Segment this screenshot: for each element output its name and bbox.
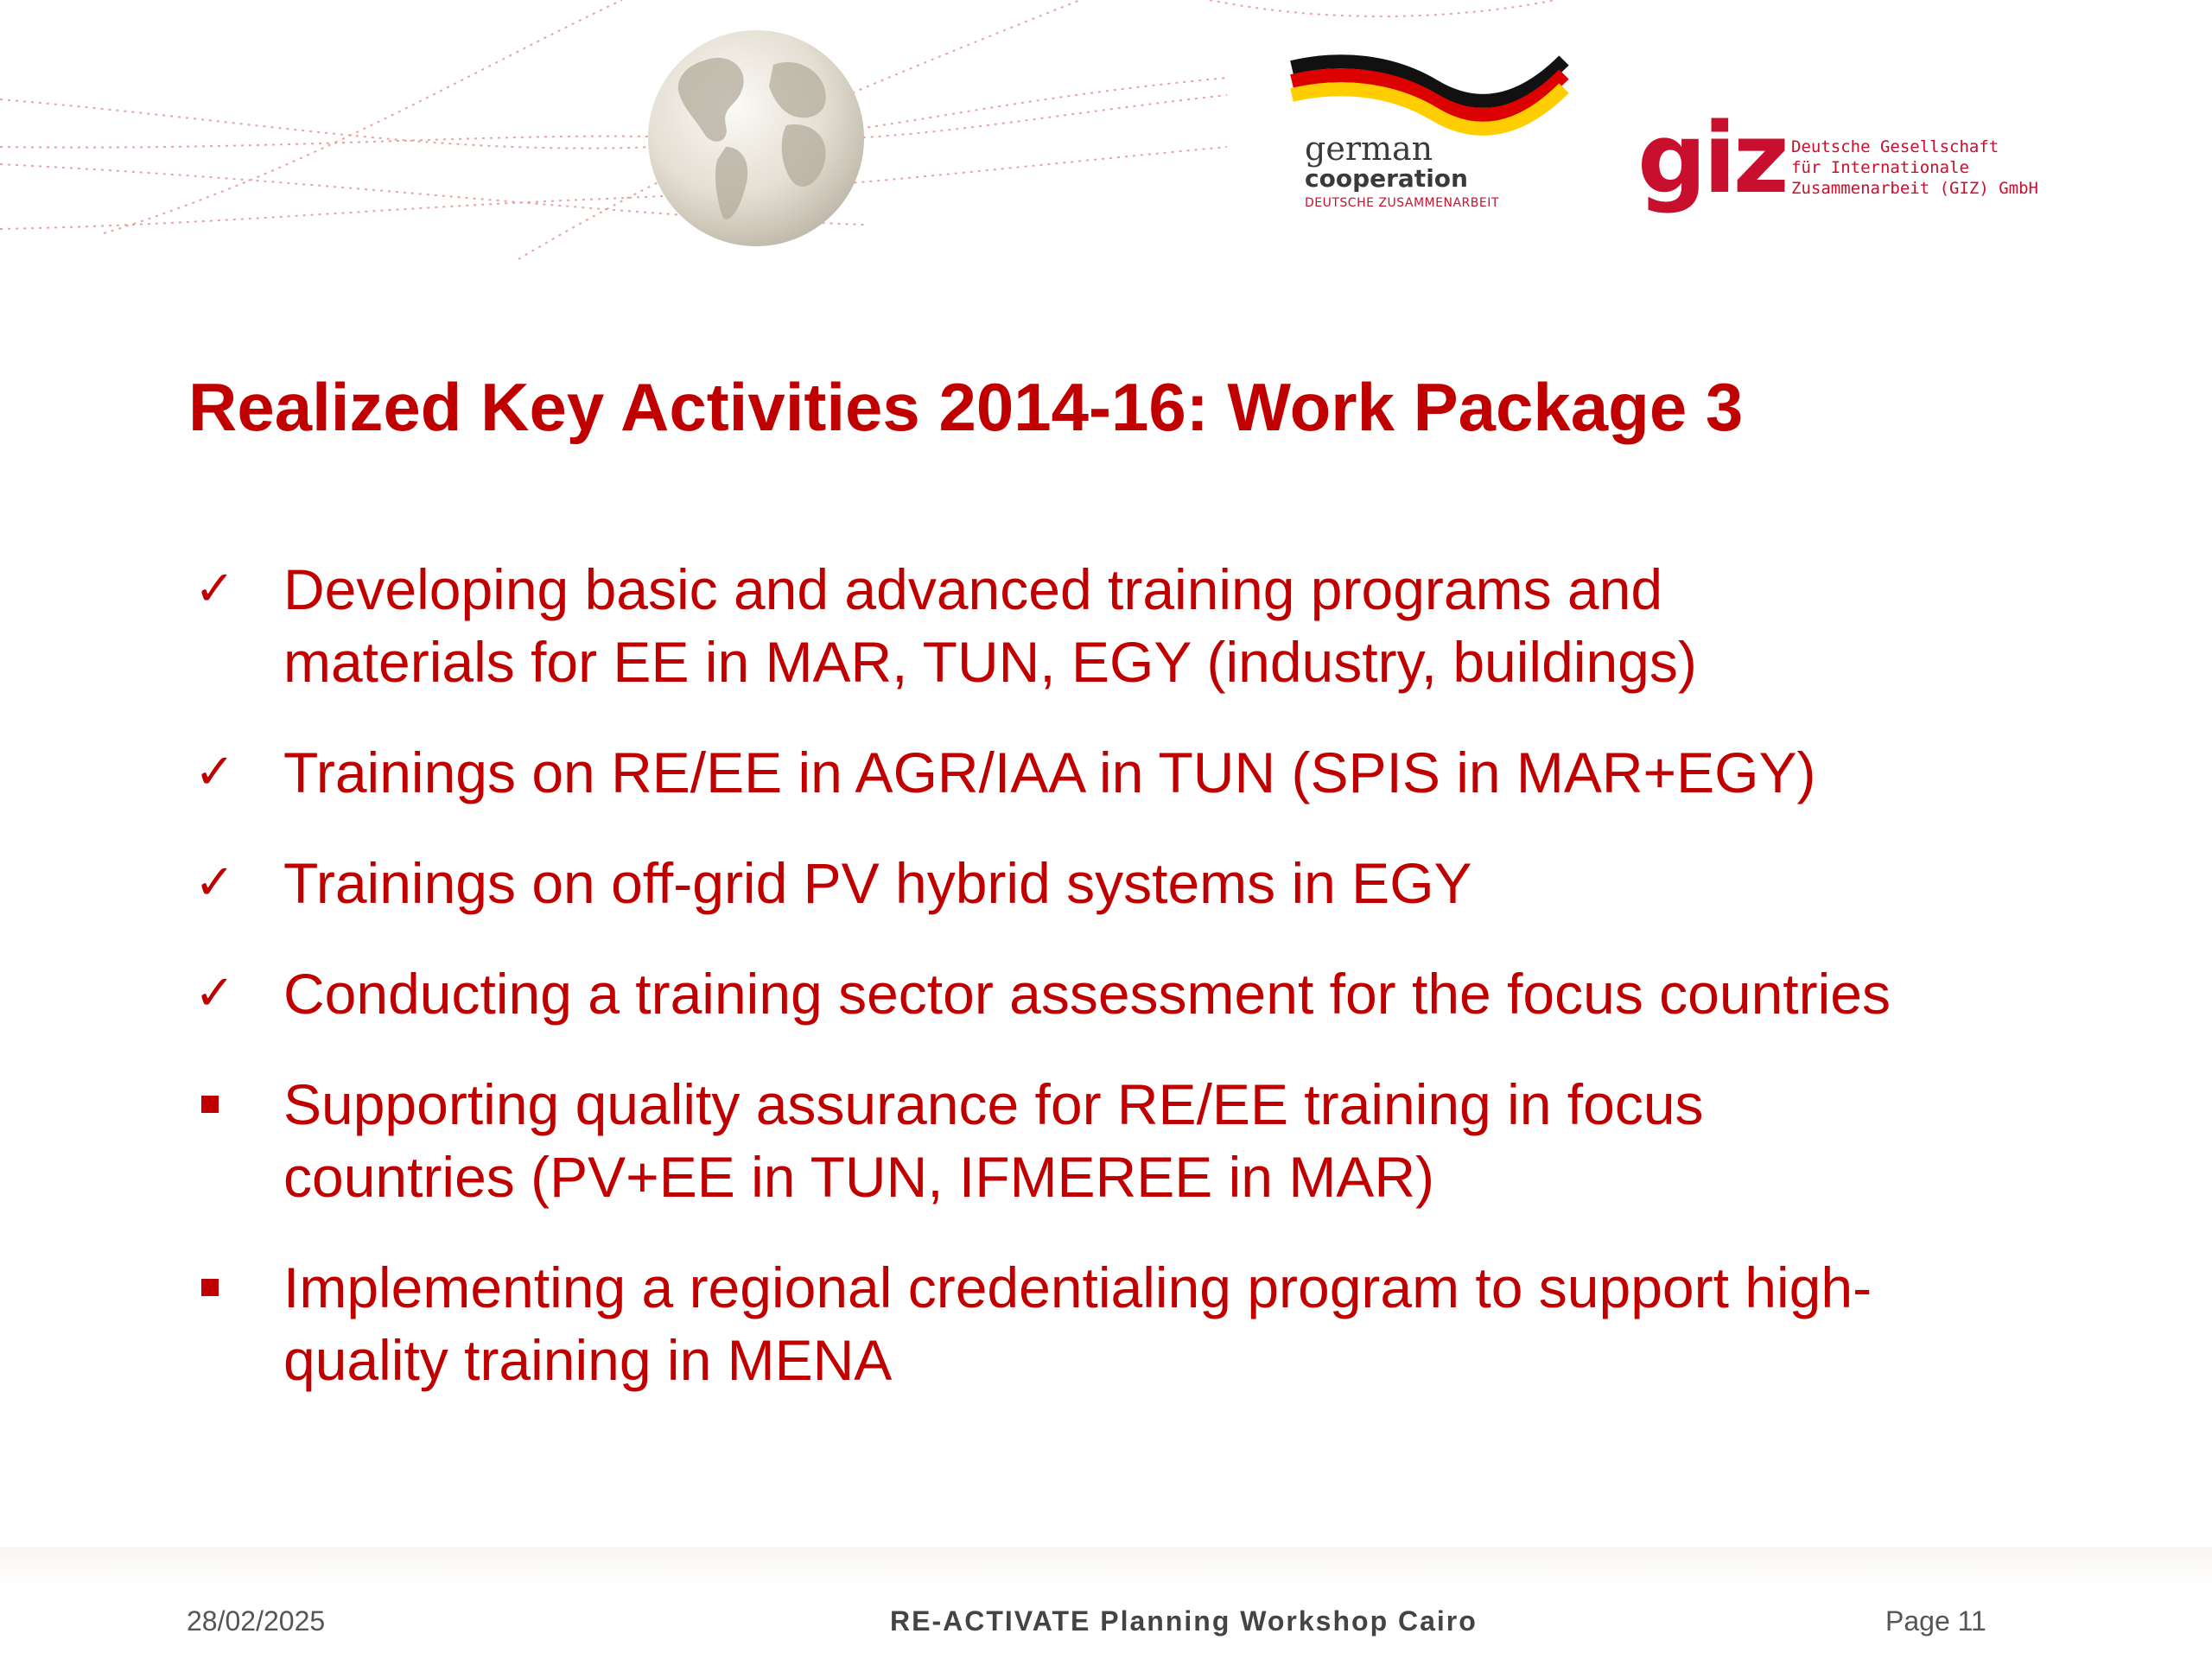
footer-event-title: RE-ACTIVATE Planning Workshop Cairo: [890, 1605, 1478, 1637]
german-cooperation-line3: DEUTSCHE ZUSAMMENARBEIT: [1305, 196, 1499, 210]
bullet-spacer: [194, 809, 2095, 847]
bullet-text-line: Developing basic and advanced training programs and: [283, 557, 1663, 621]
bullet-item: [194, 553, 2095, 698]
checkmark-icon: ✓: [194, 744, 235, 800]
bullet-item: [194, 957, 2095, 1030]
checkmark-icon: ✓: [194, 561, 235, 617]
checkmark-icon: ✓: [194, 855, 235, 911]
bullet-item: [194, 847, 2095, 919]
bullet-text-line: countries (PV+EE in TUN, IFMEREE in MAR): [283, 1145, 1434, 1209]
bullet-item: [194, 1251, 2095, 1396]
giz-subtitle-line1: Deutsche Gesellschaft: [1791, 137, 1999, 156]
bullet-text-line: Trainings on RE/EE in AGR/IAA in TUN (SPIS in MAR+EGY): [283, 741, 1816, 804]
german-cooperation-logo: [1287, 52, 1573, 216]
bullet-text-line: Conducting a training sector assessment for the focus countries: [283, 962, 1891, 1026]
bullet-spacer: [194, 1213, 2095, 1251]
giz-subtitle: [1791, 137, 2038, 199]
globe-icon: [644, 26, 868, 251]
bullet-text-line: Supporting quality assurance for RE/EE training in focus: [283, 1072, 1704, 1136]
footer-bar: [0, 1547, 2212, 1659]
bullet-text-line: materials for EE in MAR, TUN, EGY (industry, buildings): [283, 630, 1697, 694]
square-bullet-icon: [201, 1279, 219, 1296]
checkmark-icon: ✓: [194, 965, 235, 1021]
german-flag-wave-icon: [1287, 52, 1573, 138]
german-cooperation-line2: cooperation: [1305, 164, 1468, 193]
giz-subtitle-line3: Zusammenarbeit (GIZ) GmbH: [1791, 179, 2038, 198]
german-cooperation-line1: german: [1305, 130, 1433, 168]
square-bullet-icon: [201, 1096, 219, 1113]
bullet-item: [194, 736, 2095, 809]
bullet-item: [194, 1068, 2095, 1213]
bullet-text-line: Trainings on off-grid PV hybrid systems in EGY: [283, 851, 1472, 915]
slide-title: Realized Key Activities 2014-16: Work Package 3: [188, 369, 1744, 445]
bullet-text-line: quality training in MENA: [283, 1328, 893, 1392]
giz-wordmark: giz: [1637, 103, 1786, 215]
footer-date: 28/02/2025: [187, 1605, 326, 1637]
giz-subtitle-line2: für Internationale: [1791, 158, 1969, 177]
giz-logo: [1637, 103, 2052, 232]
bullet-spacer: [194, 698, 2095, 736]
bullet-text-line: Implementing a regional credentialing program to support high-: [283, 1255, 1872, 1319]
footer-page-number: Page 11: [1885, 1605, 1986, 1637]
bullet-list: [194, 553, 2095, 1396]
bullet-spacer: [194, 919, 2095, 957]
bullet-spacer: [194, 1030, 2095, 1068]
